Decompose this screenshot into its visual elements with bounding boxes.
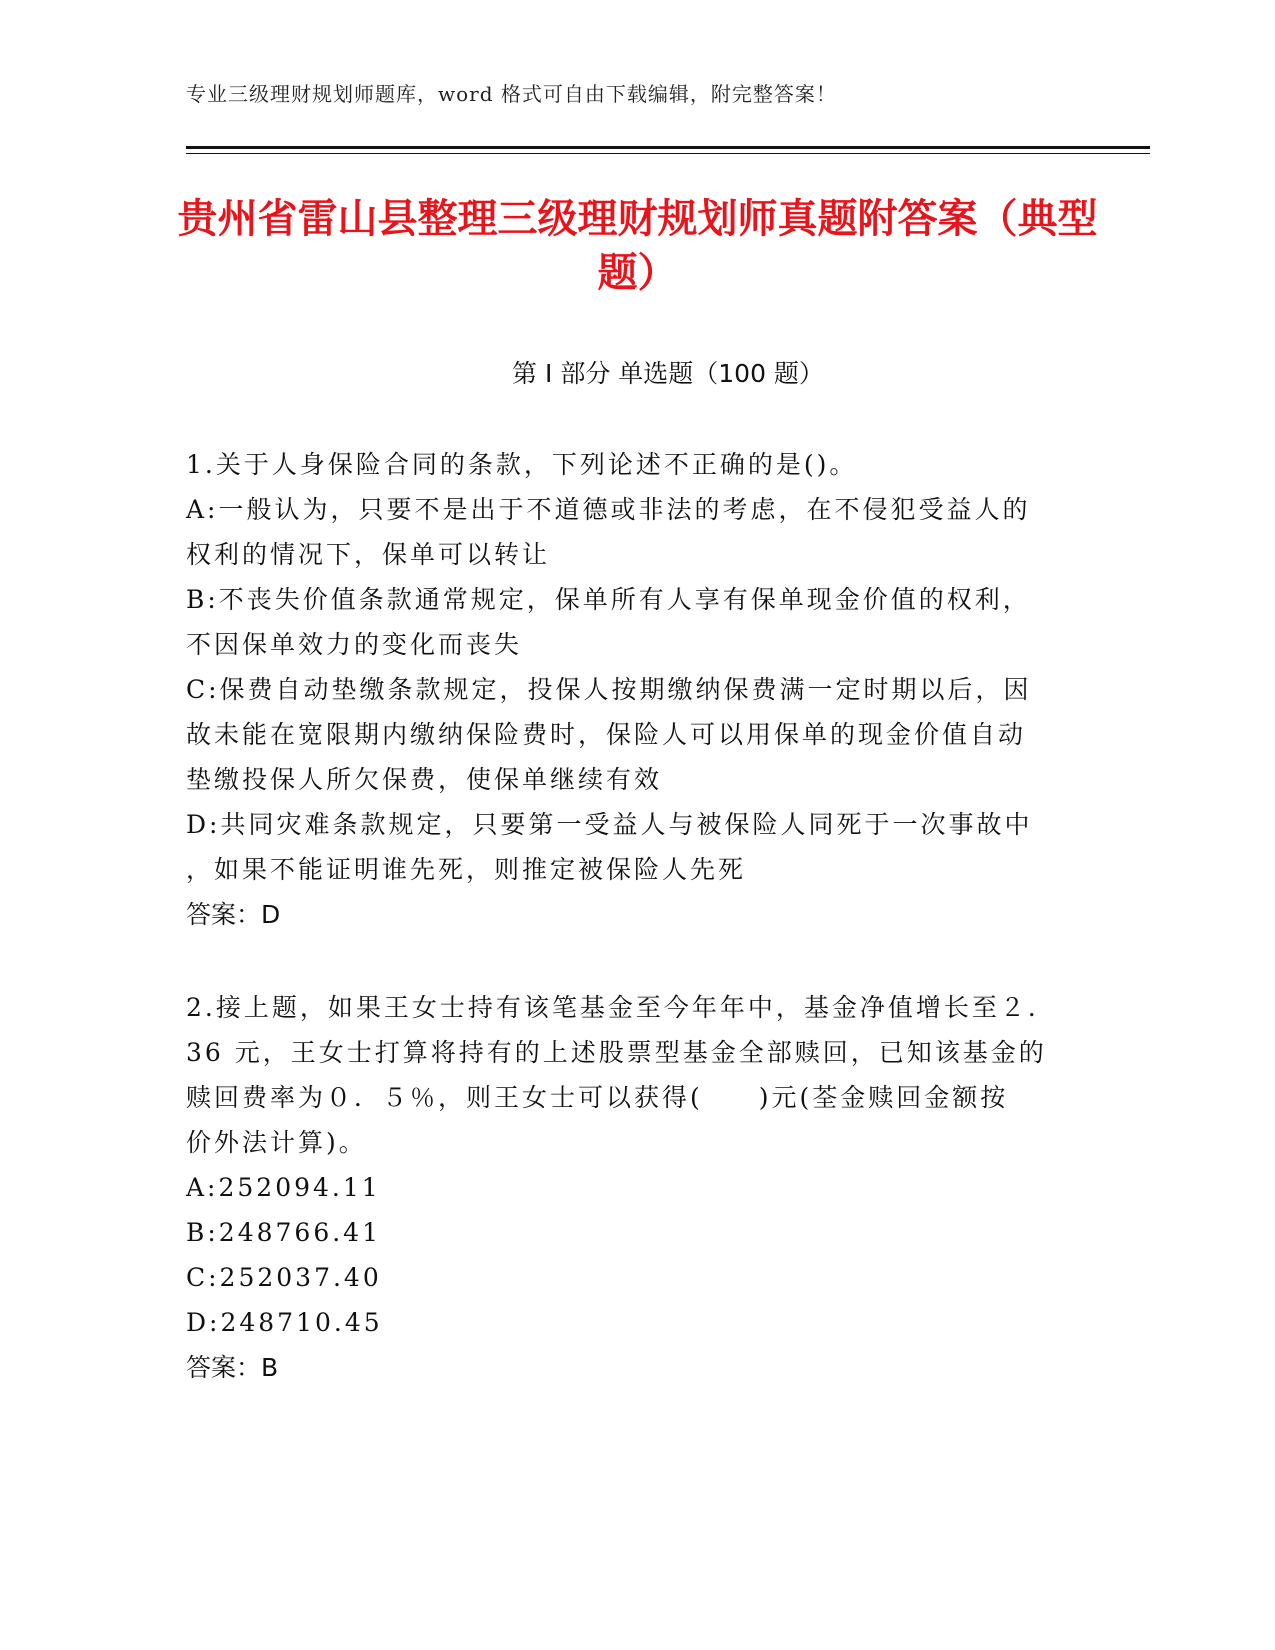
question-line: 2.接上题，如果王女士持有该笔基金至今年年中，基金净值增长至２． bbox=[186, 993, 1056, 1022]
question-line: B:248766.41 bbox=[186, 1218, 381, 1247]
question-line: D:共同灾难条款规定，只要第一受益人与被保险人同死于一次事故中 bbox=[186, 810, 1033, 839]
header-rule-thin bbox=[186, 153, 1150, 154]
question-line: 36 元，王女士打算将持有的上述股票型基金全部赎回，已知该基金的 bbox=[186, 1038, 1047, 1067]
answer-text: 答案：D bbox=[186, 900, 281, 929]
document-title: 贵州省雷山县整理三级理财规划师真题附答案（典型题） bbox=[177, 196, 1098, 296]
question-line: A:252094.11 bbox=[186, 1173, 381, 1202]
question-line: ，如果不能证明谁先死，则推定被保险人先死 bbox=[186, 855, 747, 884]
question-line: 不因保单效力的变化而丧失 bbox=[186, 630, 523, 659]
question-1 bbox=[186, 442, 1066, 937]
question-line: C:252037.40 bbox=[186, 1263, 382, 1292]
question-line: 故未能在宽限期内缴纳保险费时，保险人可以用保单的现金价值自动 bbox=[186, 720, 1027, 749]
question-2 bbox=[186, 985, 1066, 1390]
section-title: 第 I 部分 单选题（100 题） bbox=[512, 359, 824, 388]
question-line: 赎回费率为０．５％，则王女士可以获得( )元(荃金赎回金额按 bbox=[186, 1083, 1009, 1112]
question-line: C:保费自动垫缴条款规定，投保人按期缴纳保费满一定时期以后，因 bbox=[186, 675, 1032, 704]
header-rule-thick bbox=[186, 146, 1150, 149]
question-line: A:一般认为，只要不是出于不道德或非法的考虑，在不侵犯受益人的 bbox=[186, 495, 1031, 524]
question-line: 价外法计算)。 bbox=[186, 1128, 367, 1157]
answer-text: 答案：B bbox=[186, 1353, 279, 1382]
question-line: 权利的情况下，保单可以转让 bbox=[186, 540, 551, 569]
header-note: 专业三级理财规划师题库，word 格式可自由下载编辑，附完整答案！ bbox=[186, 82, 837, 106]
question-line: 1.关于人身保险合同的条款，下列论述不正确的是()。 bbox=[186, 450, 858, 479]
question-line: 垫缴投保人所欠保费，使保单继续有效 bbox=[186, 765, 663, 794]
question-line: D:248710.45 bbox=[186, 1308, 383, 1337]
question-line: B:不丧失价值条款通常规定，保单所有人享有保单现金价值的权利， bbox=[186, 585, 1031, 614]
